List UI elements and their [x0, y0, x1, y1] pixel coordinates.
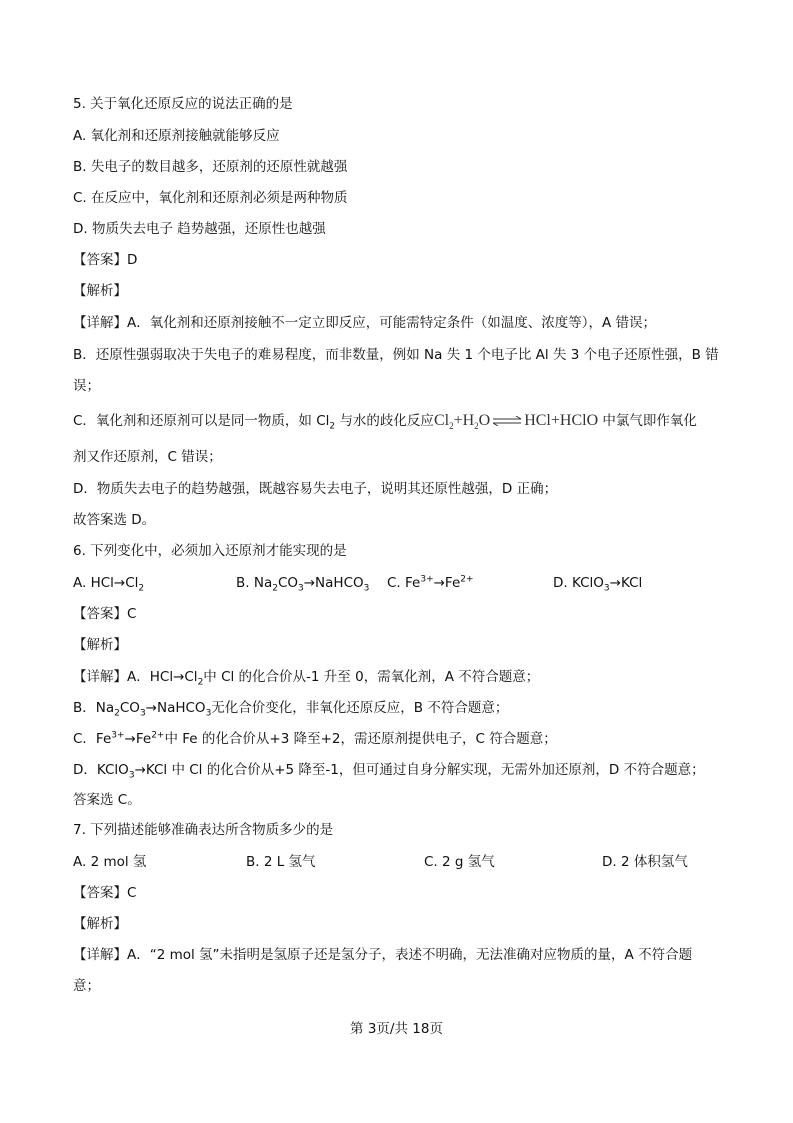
q6-option-c: C. $Fe^{3+}\to Fe^{2+}$	[387, 574, 474, 591]
q7-detail-a-line1: 【详解】A．“2 mol 氢”未指明是氢原子还是氢分子，表述不明确，无法准确对应物质的量，A 不符合题	[73, 947, 693, 963]
q6-detail-d: D．KClO$_3$→KCl 中 Cl 的化合价从+5 降至-1，但可通过自身分解实现，无需外加还原剂，D 不符合题意；	[73, 762, 705, 781]
q5-detail-c-post: 中氯气即作氧化	[602, 413, 697, 429]
q7-option-d: D. 2 体积氢气	[602, 854, 688, 870]
q5-option-d: D. 物质失去电子 趋势越强，还原性也越强	[73, 221, 326, 237]
q5-analysis-label: 【解析】	[73, 283, 127, 299]
q5-detail-b-line1: B．还原性强弱取决于失电子的难易程度，而非数量，例如 Na 失 1 个电子比 Al 失 3 个电子还原性强，B 错	[73, 347, 719, 363]
q5-detail-c-pre: C．氧化剂和还原剂可以是同一物质，如 Cl	[73, 413, 330, 429]
q6-detail-b: B．$Na_2CO_3\to NaHCO_3$无化合价变化，非氧化还原反应，B 不符合题意；	[73, 700, 509, 719]
q6-option-d: D. KClO$_3$→KCl	[553, 575, 643, 594]
q6-stem: 6. 下列变化中，必须加入还原剂才能实现的是	[73, 543, 347, 559]
q6-analysis-label: 【解析】	[73, 637, 127, 653]
page-number: 第 3页/共 18页	[350, 1021, 443, 1037]
q7-option-b: B. 2 L 氢气	[246, 854, 316, 870]
disproportionation-equation: $Cl_2+H_2O$ HCl+HClO	[433, 412, 599, 432]
q5-stem: 5. 关于氧化还原反应的说法正确的是	[73, 96, 293, 112]
q5-option-a: A. 氧化剂和还原剂接触就能够反应	[73, 128, 280, 144]
q7-detail-a-line2: 意；	[73, 978, 100, 994]
q7-option-a: A. 2 mol 氢	[73, 854, 147, 870]
q5-option-b: B. 失电子的数目越多，还原剂的还原性就越强	[73, 159, 348, 175]
q6-option-b: B. $Na_2CO_3\to NaHCO_3$	[236, 575, 370, 594]
q5-detail-c-mid: 与水的歧化反应	[339, 413, 434, 429]
q7-stem: 7. 下列描述能够准确表达所含物质多少的是	[73, 822, 334, 838]
q6-detail-c: C．$Fe^{3+}\to Fe^{2+}$中 Fe 的化合价从+3 降至+2，需还原剂提供电子，C 符合题意；	[73, 730, 557, 747]
q5-option-c: C. 在反应中，氧化剂和还原剂必须是两种物质	[73, 190, 348, 206]
q5-detail-c-line1: C．氧化剂和还原剂可以是同一物质，如 $Cl_2$ 与水的歧化反应$Cl_2+H_2O$ HCl+HClO 中氯气即作氧化	[73, 412, 697, 432]
q6-option-a: A. $HCl\to Cl_2$	[73, 575, 145, 594]
q5-conclusion: 故答案选 D。	[73, 512, 156, 528]
q7-option-c: C. 2 g 氢气	[424, 854, 495, 870]
equilibrium-arrow-icon	[492, 416, 522, 426]
q5-detail-b-line2: 误；	[73, 378, 100, 394]
q6-answer: 【答案】C	[73, 606, 137, 622]
q5-detail-a: 【详解】A．氧化剂和还原剂接触不一定立即反应，可能需特定条件（如温度、浓度等），A 错误；	[73, 315, 657, 331]
q7-answer: 【答案】C	[73, 885, 137, 901]
q7-analysis-label: 【解析】	[73, 916, 127, 932]
q6-conclusion: 答案选 C。	[73, 792, 141, 808]
q5-answer: 【答案】D	[73, 252, 138, 268]
q6-detail-a: 【详解】A．$HCl\to Cl_2$中 Cl 的化合价从-1 升至 0，需氧化剂，A 不符合题意；	[73, 669, 540, 688]
q5-detail-d: D．物质失去电子的趋势越强，既越容易失去电子，说明其还原性越强，D 正确；	[73, 481, 558, 497]
q5-detail-c-line2: 剂又作还原剂，C 错误；	[73, 449, 222, 465]
